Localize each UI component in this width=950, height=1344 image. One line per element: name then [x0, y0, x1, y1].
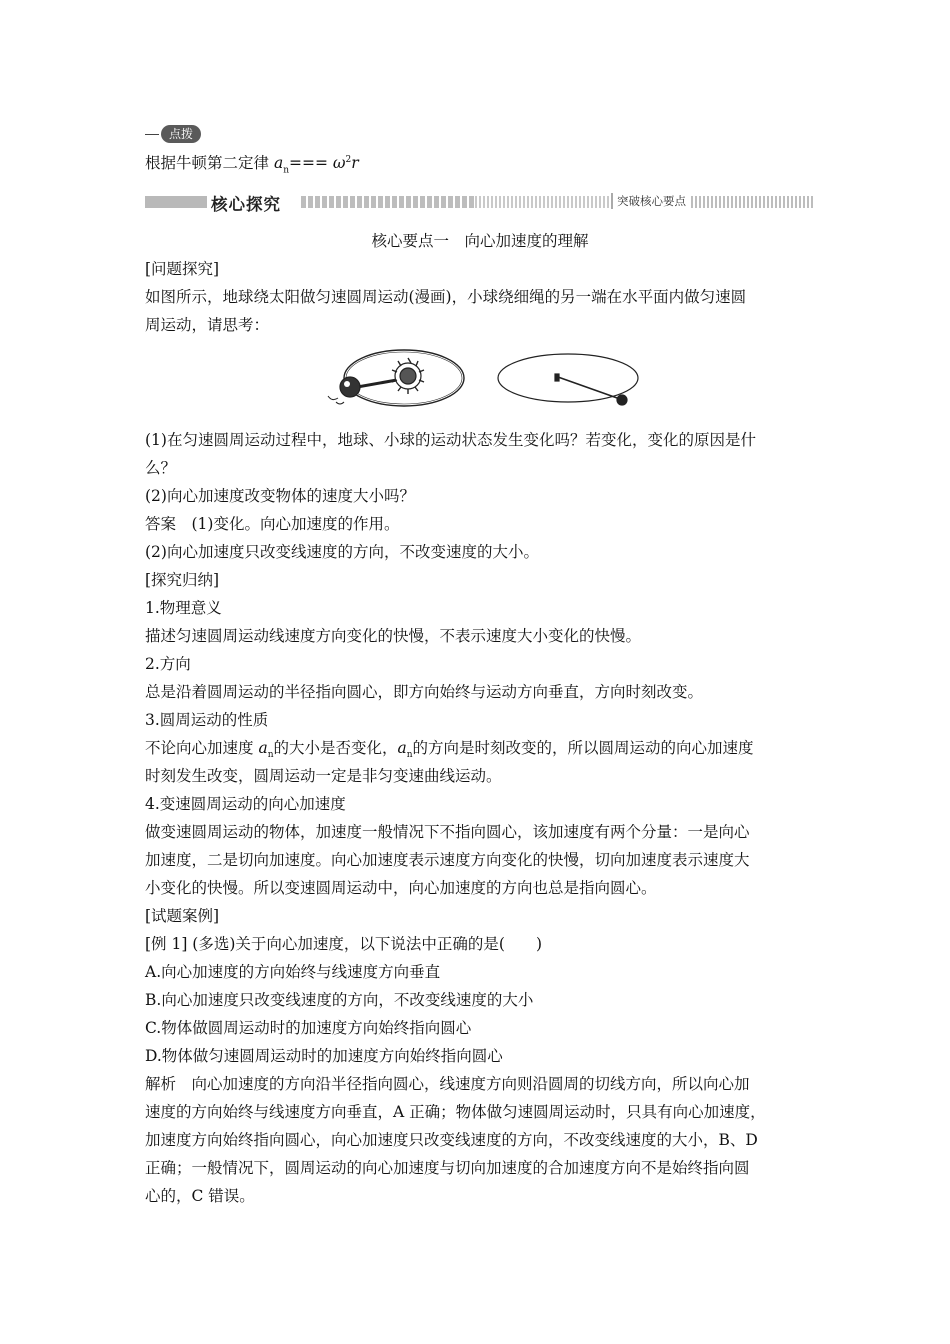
analysis-line: 加速度方向始终指向圆心，向心加速度只改变线速度的方向，不改变线速度的大小，B、D — [145, 1131, 758, 1149]
tip-dash — [145, 134, 159, 135]
text-line: 周运动，请思考： — [145, 316, 270, 334]
banner-subtitle: 突破核心要点 — [611, 193, 686, 209]
analysis-line: 速度的方向始终与线速度方向垂直，A 正确；物体做匀速圆周运动时，只具有向心加速度， — [145, 1103, 766, 1121]
option-d: D.物体做匀速圆周运动时的加速度方向始终指向圆心 — [145, 1047, 503, 1065]
banner-bar-right — [691, 196, 815, 208]
text-line: (2)向心加速度改变物体的速度大小吗？ — [145, 487, 415, 505]
text-line: 4.变速圆周运动的向心加速度 — [145, 795, 346, 813]
banner-bar-middle-fine — [475, 196, 609, 208]
nature-line: 不论向心加速度 $a_n$的大小是否变化，$a_n$的方向是时刻改变的，所以圆周运动的向心加速度 — [145, 739, 754, 761]
example-question: [例 1] (多选)关于向心加速度，以下说法中正确的是( ) — [145, 935, 542, 953]
text-line: 么？ — [145, 459, 177, 477]
formula-line: 根据牛顿第二定律 $a_n=== \omega^2r$ — [145, 154, 359, 176]
text-line: [问题探究] — [145, 260, 220, 278]
text-line: (1)在匀速圆周运动过程中，地球、小球的运动状态发生变化吗？若变化，变化的原因是什 — [145, 431, 756, 449]
analysis-line: 心的，C 错误。 — [145, 1187, 255, 1205]
text-line: 做变速圆周运动的物体，加速度一般情况下不指向圆心，该加速度有两个分量：一是向心 — [145, 823, 750, 841]
text-line: 小变化的快慢。所以变速圆周运动中，向心加速度的方向也总是指向圆心。 — [145, 879, 657, 897]
ball-on-string — [498, 354, 638, 405]
text-line: (2)向心加速度只改变线速度的方向，不改变速度的大小。 — [145, 543, 539, 561]
answer-line: 答案 (1)变化。向心加速度的作用。 — [145, 515, 400, 533]
section-banner — [145, 192, 815, 212]
banner-title: 核心探究 — [211, 195, 281, 214]
text-line: 2.方向 — [145, 655, 191, 673]
text-line: 1.物理意义 — [145, 599, 222, 617]
text-line: 描述匀速圆周运动线速度方向变化的快慢，不表示速度大小变化的快慢。 — [145, 627, 642, 645]
analysis-line: 解析 向心加速度的方向沿半径指向圆心，线速度方向则沿圆周的切线方向，所以向心加 — [145, 1075, 750, 1093]
section-title: 核心要点一 向心加速度的理解 — [371, 232, 589, 250]
text-line: 加速度，二是切向加速度。向心加速度表示速度方向变化的快慢，切向加速度表示速度大 — [145, 851, 750, 869]
text-line: 总是沿着圆周运动的半径指向圆心，即方向始终与运动方向垂直，方向时刻改变。 — [145, 683, 704, 701]
earth-sun-cartoon — [328, 350, 464, 406]
analysis-line: 正确；一般情况下，圆周运动的向心加速度与切向加速度的合加速度方向不是始终指向圆 — [145, 1159, 750, 1177]
banner-bar-left — [145, 196, 207, 208]
text-line: 3.圆周运动的性质 — [145, 711, 269, 729]
text-line: [试题案例] — [145, 907, 220, 925]
tip-label — [145, 124, 201, 144]
option-c: C.物体做圆周运动时的加速度方向始终指向圆心 — [145, 1019, 472, 1037]
text-line: [探究归纳] — [145, 571, 220, 589]
option-a: A.向心加速度的方向始终与线速度方向垂直 — [145, 963, 441, 981]
text-line: 如图所示，地球绕太阳做匀速圆周运动(漫画)，小球绕细绳的另一端在水平面内做匀速圆 — [145, 288, 747, 306]
orbit-illustration — [320, 344, 650, 412]
tip-badge: 点拨 — [161, 125, 201, 143]
option-b: B.向心加速度只改变线速度的方向，不改变线速度的大小 — [145, 991, 534, 1009]
text-line: 时刻发生改变，圆周运动一定是非匀变速曲线运动。 — [145, 767, 502, 785]
